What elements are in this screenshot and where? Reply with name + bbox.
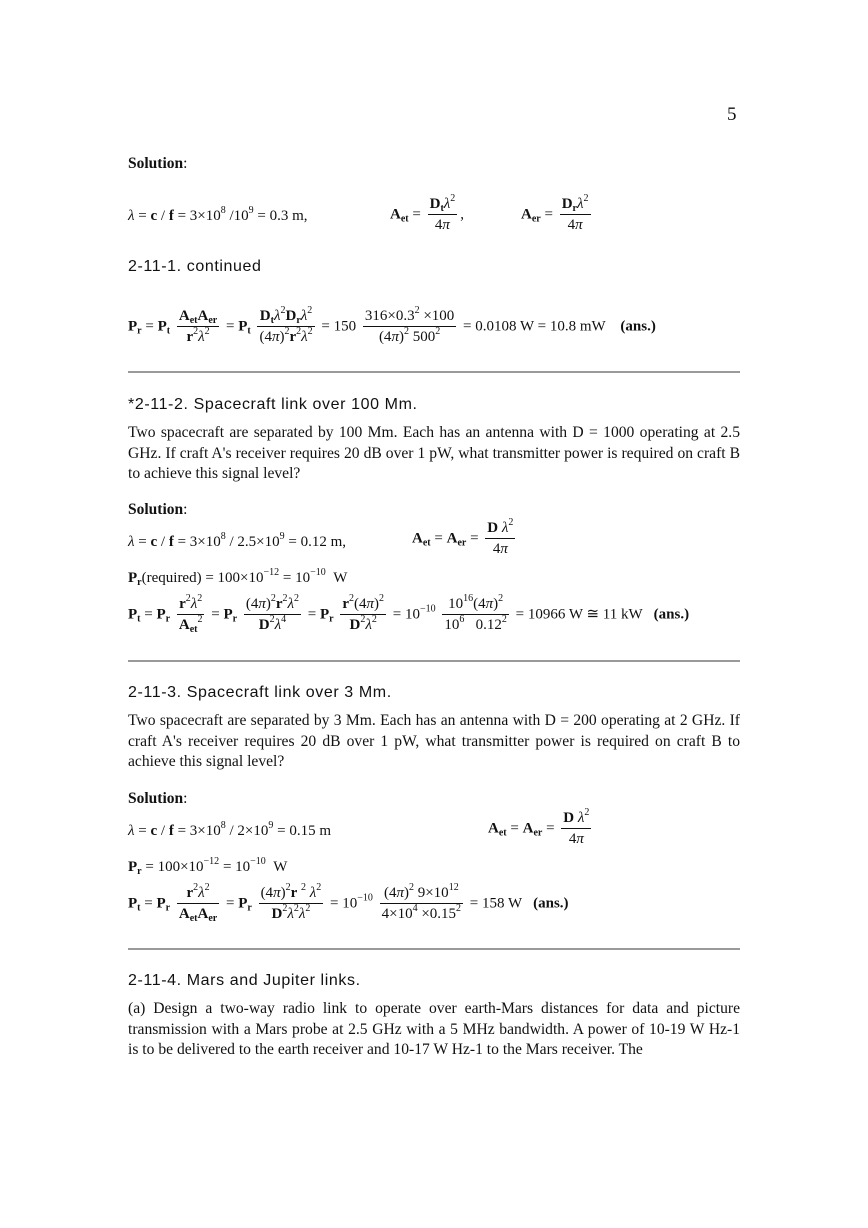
equation-transmit-power-3: $P_t = P_r$ $\frac{r^2\lambda^2}{A_{et}A_{er}}$ = $P_r$ $\frac{(4\pi)^2r ^2 \lambda^2}{D^2\lambda^2\lambda^2}$ = $10^{-10}$ $\frac{(4\pi)^2 9\times 10^{12}}{4\times 10^4 \times 0.15^2}$ = 158 W (ans.) — [128, 882, 569, 924]
answer-marker: (ans.) — [533, 895, 569, 912]
equation-received-power: $P_r = P_t$ $\frac{A_{et}A_{er}}{r^2\lambda^2}$ = $P_t$ $\frac{D_t\lambda^2D_r\lambda^2}{(4\pi)^2r^2\lambda^2}$ = 150 $\frac{316\times 0.3^2 \times 100}{(4\pi)^2 500^2}$ = 0.0108 W = 10.8 mW (ans.) — [128, 305, 656, 345]
solution-label: Solution: — [128, 155, 188, 172]
equation-wavelength-1: $\lambda = c / f = 3\times 10^8$ $/10^9 = 0.3$ m, — [128, 205, 308, 224]
equation-aperture-3: $A_{et} = A_{er}$ = $\frac{D \lambda^2}{4\pi}$ — [488, 807, 590, 847]
equation-aer: $A_{er}$ = $\frac{D_r\lambda^2}{4\pi}$ — [521, 193, 589, 233]
equation-pr-required: $P_r(required) = 100\times 10^{-12} = 10^{-10}$ W — [128, 567, 348, 588]
equation-wavelength-3: $\lambda = c / f = 3\times 10^8 / 2\times 10^9 = 0.15$ m — [128, 820, 332, 839]
equation-aperture-2: $A_{et} = A_{er}$ = $\frac{D \lambda^2}{4\pi}$ — [412, 517, 514, 557]
problem-text: Two spacecraft are separated by 3 Mm. Each has an antenna with D = 200 operating at 2 GHz. If craft A's receiver requires 20 dB over 1 pW, what transmitter power is required on craft B to achieve this signal level? — [128, 712, 740, 770]
divider — [128, 948, 740, 950]
problem-heading: 2-11-3. Spacecraft link over 3 Mm. — [128, 684, 392, 701]
problem-heading: *2-11-2. Spacecraft link over 100 Mm. — [128, 396, 418, 413]
problem-text: (a) Design a two-way radio link to operate over earth-Mars distances for data and picture transmission with a Mars probe at 2.5 GHz with a 5 MHz bandwidth. A power of 10-19 W Hz-1 is to be delivered to the earth receiver and 10-17 W Hz-1 to the Mars receiver. The — [128, 1000, 740, 1058]
page-number: 5 — [727, 104, 737, 125]
equation-transmit-power-2: $P_t = P_r$ $\frac{r^2\lambda^2}{A_{et}^2}$ = $P_r$ $\frac{(4\pi)^2r^2\lambda^2}{D^2\lambda^4}$ = $P_r$ $\frac{r^2(4\pi)^2}{D^2\lambda^2}$ = $10^{-10}$ $\frac{10^{16}(4\pi)^2}{10^6 0.12^2}$ = 10966 W ≅ 11 kW (ans.) — [128, 593, 690, 635]
divider — [128, 371, 740, 373]
continued-heading: 2-11-1. continued — [128, 258, 262, 275]
equation-aet: $A_{et}$ = $\frac{D_t\lambda^2}{4\pi}$ , — [390, 193, 465, 233]
equation-wavelength-2: $\lambda = c / f = 3\times 10^8 / 2.5\times 10^9 = 0.12$ m, — [128, 531, 347, 550]
equation-pr-3: $P_r = 100\times 10^{-12} = 10^{-10}$ W — [128, 856, 288, 877]
answer-marker: (ans.) — [653, 606, 690, 623]
answer-marker: (ans.) — [620, 318, 656, 335]
solution-label: Solution: — [128, 501, 188, 518]
problem-heading: 2-11-4. Mars and Jupiter links. — [128, 972, 361, 989]
problem-text: Two spacecraft are separated by 100 Mm. Each has an antenna with D = 1000 operating at 2.5 GHz. If craft A's receiver requires 20 dB over 1 pW, what transmitter power is required on craft B to achieve this signal level? — [128, 424, 740, 482]
solution-label: Solution: — [128, 790, 188, 807]
divider — [128, 660, 740, 662]
